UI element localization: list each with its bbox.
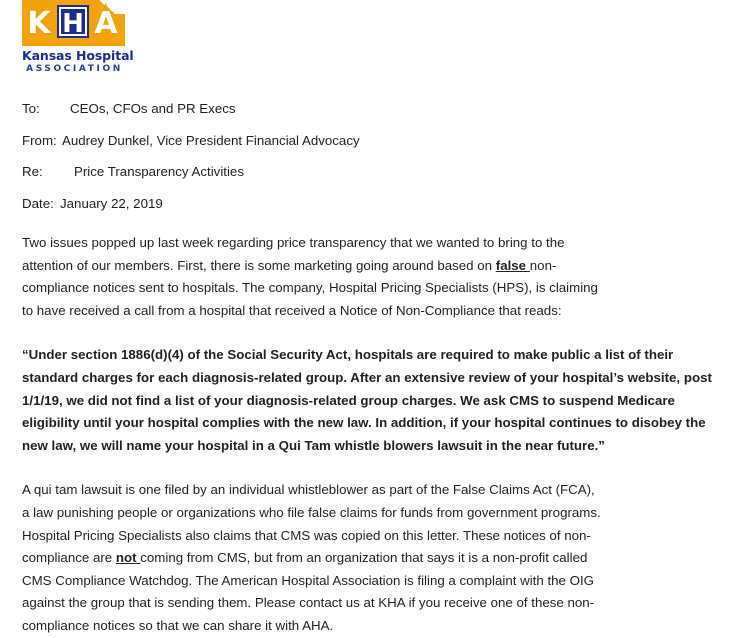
memo-label-from: From: bbox=[22, 132, 57, 148]
kha-state-logomark bbox=[22, 0, 125, 46]
body-paragraph-3 bbox=[22, 479, 604, 637]
memo-value-date: January 22, 2019 bbox=[60, 195, 163, 211]
paragraph-3-text-after: coming from CMS, but from an organization that says it is a non-profit called CMS Compliance Watchdog. The American Hospital Association is filing a complaint with the OIG against the group that is sending them. Please contact us at KHA if you receive one of these non-compliance notices so that we can share it with AHA. bbox=[22, 550, 595, 633]
logo-letter-k: K bbox=[27, 6, 51, 41]
logo-org-name-line1: Kansas Hospital bbox=[22, 48, 134, 63]
logo-letter-a: A bbox=[94, 6, 118, 41]
memo-label-re: Re: bbox=[22, 164, 43, 179]
paragraph-1-text-after: non-compliance notices sent to hospitals. The company, Hospital Pricing Specialists (HPS), is claiming to have received a call from a hospital that received a Notice of Non-Compliance that reads: bbox=[22, 257, 598, 318]
paragraph-3-text-before: A qui tam lawsuit is one filed by an individual whistleblower as part of the False Claims Act (FCA), a law punishing people or organizations who file false claims for funds from government programs. Hospital Pricing Specialists also claims that CMS was copied on this letter. These notices of non-compliance are bbox=[22, 482, 601, 566]
logo-letter-h: H bbox=[62, 9, 84, 39]
memo-label-to: To: bbox=[22, 101, 40, 116]
memo-header bbox=[22, 100, 712, 226]
memo-value-re: Price Transparency Activities bbox=[74, 164, 244, 179]
memo-value-to: CEOs, CFOs and PR Execs bbox=[70, 101, 236, 116]
body-paragraph-1 bbox=[22, 232, 604, 322]
memo-value-from: Audrey Dunkel, Vice President Financial Advocacy bbox=[62, 132, 360, 148]
memo-row-to bbox=[22, 100, 712, 132]
memo-body bbox=[22, 232, 722, 638]
emphasis-false: false bbox=[495, 257, 530, 273]
kha-logo bbox=[22, 0, 222, 80]
emphasis-not: not bbox=[115, 550, 141, 566]
logo-wordmark bbox=[22, 48, 134, 75]
memo-row-date bbox=[22, 195, 712, 227]
quoted-notice-paragraph: “Under section 1886(d)(4) of the Social Security Act, hospitals are required to make public a list of their standard charges for each diagnosis-related group. After an extensive review of your hospital’s website, post 1/1/19, we did not find a list of your diagnosis-related group charges. We ask CMS to suspend Medicare eligibility until your hospital complies with the new law. In addition, if your hospital continues to disobey the new law, we will name your hospital in a Qui Tam whistle blowers lawsuit in the near future.” bbox=[22, 347, 712, 453]
kansas-state-shape-icon bbox=[22, 0, 125, 46]
paragraph-1-text-before: Two issues popped up last week regarding price transparency that we wanted to bring to the attention of our members. First, there is some marketing going around based on bbox=[22, 235, 565, 273]
memo-row-from bbox=[22, 132, 712, 164]
memo-label-date: Date: bbox=[22, 195, 54, 211]
logo-org-name-line2: ASSOCIATION bbox=[26, 64, 123, 74]
memo-row-re bbox=[22, 163, 712, 195]
